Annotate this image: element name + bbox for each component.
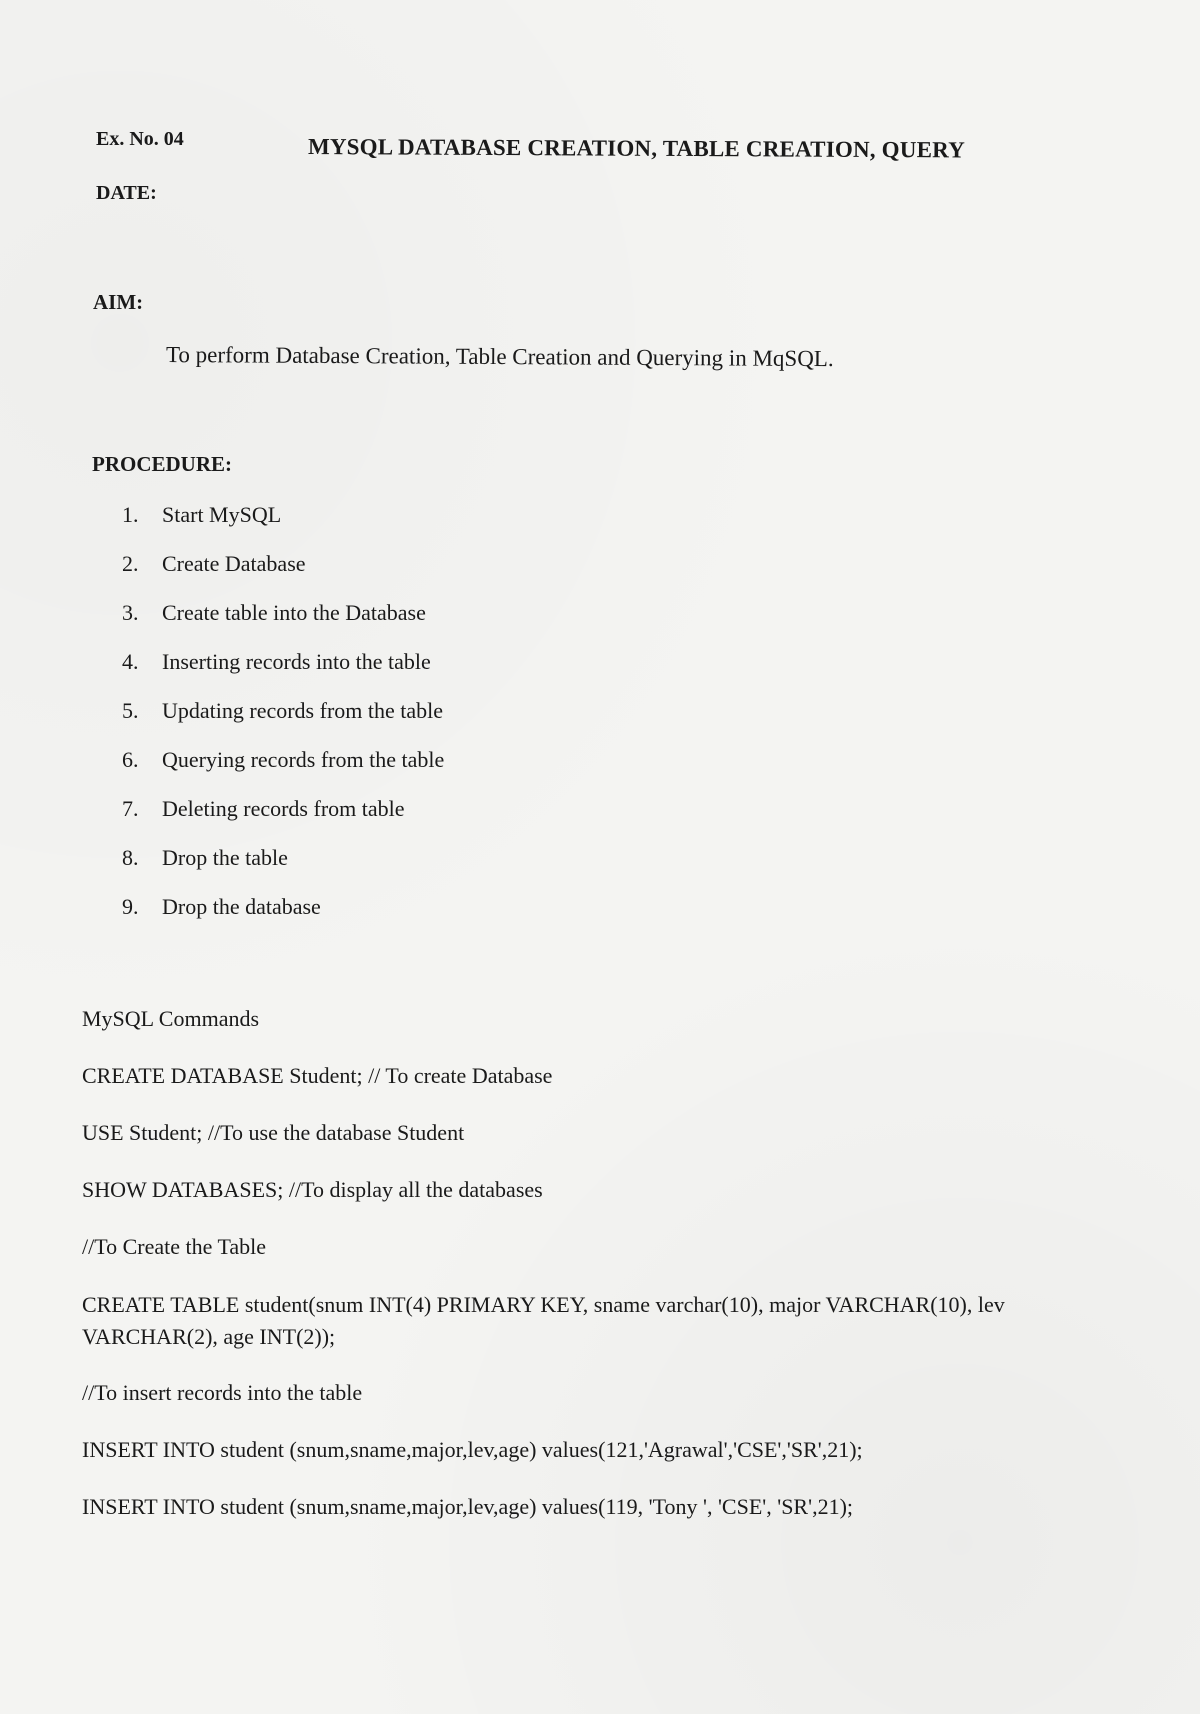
document-title: MYSQL DATABASE CREATION, TABLE CREATION, QUERY	[307, 134, 966, 163]
mysql-commands-section	[82, 1004, 1122, 1549]
procedure-step	[122, 796, 444, 845]
step-number: 3.	[122, 600, 139, 625]
procedure-step	[122, 698, 444, 747]
step-number: 5.	[122, 698, 139, 723]
comment-line: //To Create the Table	[82, 1234, 267, 1259]
step-number: 6.	[122, 747, 139, 772]
procedure-step	[122, 747, 444, 796]
procedure-step	[122, 894, 444, 943]
exercise-number: Ex. No. 04	[96, 128, 184, 150]
step-text: Drop the table	[162, 845, 288, 870]
procedure-step	[122, 649, 444, 698]
procedure-step	[122, 551, 444, 600]
step-text: Create Database	[162, 551, 306, 576]
comment-line: //To insert records into the table	[82, 1380, 363, 1405]
procedure-step	[122, 502, 444, 551]
step-number: 8.	[122, 845, 139, 870]
commands-heading: MySQL Commands	[82, 1006, 260, 1031]
date-label: DATE:	[96, 182, 157, 204]
step-text: Updating records from the table	[162, 698, 444, 723]
step-number: 2.	[122, 551, 139, 576]
step-number: 9.	[122, 894, 139, 919]
command-line: SHOW DATABASES; //To display all the databases	[82, 1177, 543, 1202]
command-line: CREATE DATABASE Student; // To create Database	[82, 1063, 553, 1088]
procedure-step	[122, 845, 444, 894]
step-text: Start MySQL	[162, 502, 282, 527]
procedure-step	[122, 600, 444, 649]
command-line: INSERT INTO student (snum,sname,major,lev,age) values(119, 'Tony ', 'CSE', 'SR',21);	[82, 1494, 854, 1519]
step-number: 7.	[122, 796, 139, 821]
step-text: Deleting records from table	[162, 796, 405, 821]
aim-heading: AIM:	[93, 290, 144, 314]
command-line: INSERT INTO student (snum,sname,major,lev,age) values(121,'Agrawal','CSE','SR',21);	[82, 1437, 863, 1462]
procedure-steps-list	[122, 502, 444, 943]
command-line: CREATE TABLE student(snum INT(4) PRIMARY KEY, sname varchar(10), major VARCHAR(10), lev VARCHAR(2), age INT(2));	[82, 1292, 1005, 1349]
step-text: Drop the database	[162, 894, 321, 919]
procedure-heading: PROCEDURE:	[92, 452, 232, 476]
aim-text: To perform Database Creation, Table Creation and Querying in MqSQL.	[165, 342, 834, 372]
command-line: USE Student; //To use the database Student	[82, 1120, 465, 1145]
step-text: Inserting records into the table	[162, 649, 431, 674]
step-text: Create table into the Database	[162, 600, 426, 625]
step-number: 1.	[122, 502, 139, 527]
step-text: Querying records from the table	[162, 747, 445, 772]
step-number: 4.	[122, 649, 139, 674]
